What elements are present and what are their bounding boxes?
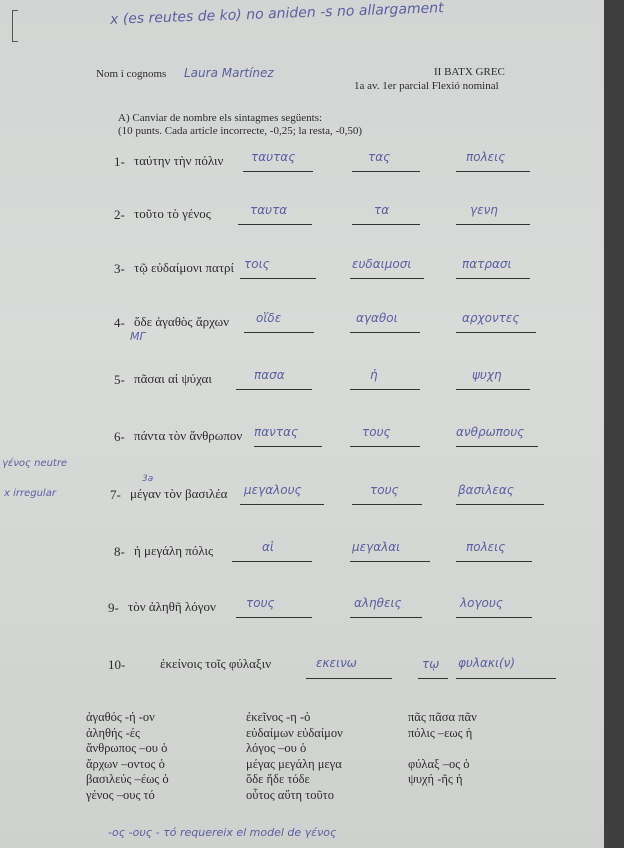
answer-adjective: ἡ: [370, 368, 378, 382]
margin-note: x irregular: [4, 488, 56, 499]
instructions-scoring: (10 punts. Cada article incorrecte, -0,25; la resta, -0,50): [118, 125, 363, 137]
margin-note: ΜΓ: [130, 330, 146, 343]
answer-adjective: τους: [362, 425, 391, 439]
vocab-entry: βασιλεύς –έως ὁ: [86, 772, 169, 787]
exercise-number: 2-: [114, 207, 125, 222]
margin-bracket: [12, 10, 18, 42]
answer-noun: λογους: [460, 596, 503, 610]
instructions-title: A) Canviar de nombre els sintagmes següents:: [118, 112, 323, 124]
answer-noun: βασιλεας: [458, 483, 514, 497]
vocab-entry: ἐκεῖνος -η -ὁ: [246, 710, 311, 724]
exercise-phrase: πάντα τὸν ἄνθρωπον: [134, 428, 243, 443]
answer-article: ταυτας: [251, 150, 296, 164]
answer-article: εκεινω: [316, 656, 357, 670]
answer-noun: ψυχη: [472, 368, 502, 382]
vocabulary-column-2: [246, 710, 343, 804]
exercise-phrase: τῷ εὐδαίμονι πατρί: [134, 260, 235, 275]
vocab-entry: μέγας μεγάλη μεγα: [246, 756, 342, 771]
exercise-phrase: ὅδε ἀγαθὸς ἄρχων: [134, 314, 230, 329]
vocab-entry: ἀληθής -ές: [86, 725, 140, 740]
vocab-entry: λόγος –ου ὁ: [246, 741, 307, 756]
vocab-entry: πόλις –εως ἡ: [408, 725, 473, 740]
answer-adjective: τας: [368, 150, 391, 164]
answer-noun: αρχοντες: [462, 311, 520, 325]
exercise-number: 4-: [114, 315, 125, 330]
answer-noun: πατρασι: [462, 257, 512, 271]
exam-title: 1a av. 1er parcial Flexió nominal: [354, 80, 499, 92]
vocabulary-column-3: [408, 710, 477, 788]
answer-article: τους: [246, 596, 275, 610]
answer-adjective: αληθεις: [354, 596, 402, 610]
answer-adjective: ευδαιμοσι: [352, 257, 412, 271]
exercise-number: 9-: [108, 600, 119, 615]
answer-blank[interactable]: [350, 373, 420, 390]
margin-note: γένος neutre: [2, 458, 68, 469]
answer-article: πασα: [254, 368, 285, 382]
exercise-number: 3-: [114, 261, 125, 276]
answer-adjective: τῳ: [422, 657, 440, 671]
vocab-entry: γένος –ους τό: [86, 787, 155, 802]
page-edge-shadow: [604, 0, 624, 848]
vocab-entry: ψυχή -ῆς ἡ: [408, 772, 463, 787]
answer-article: μεγαλους: [244, 483, 302, 497]
vocab-entry: εὐδαίμων εὐδαίμον: [246, 725, 343, 740]
vocab-entry: ὅδε ἥδε τόδε: [246, 772, 310, 787]
exercise-phrase: πᾶσαι αἱ ψύχαι: [134, 371, 212, 386]
name-label: Nom i cognoms: [96, 68, 167, 80]
answer-adjective: αγαθοι: [356, 311, 398, 325]
answer-noun: φυλακι(ν): [458, 656, 516, 670]
answer-article: τοις: [244, 257, 270, 271]
answer-article: παντας: [254, 425, 299, 439]
exercise-phrase: μέγαν τὸν βασιλέα: [130, 486, 228, 501]
footer-handwritten-note: -ος -ους - τό requereix el model de γένος: [108, 826, 337, 839]
exercise-number: 1-: [114, 154, 125, 169]
answer-noun: γενη: [470, 203, 498, 217]
exercise-number: 10-: [108, 657, 126, 672]
exercise-phrase: ταύτην τὴν πόλιν: [134, 153, 224, 168]
exercise-phrase: ἡ μεγάλη πόλις: [134, 543, 214, 558]
vocab-entry: [408, 741, 477, 757]
vocab-entry: οὗτος αὕτη τοῦτο: [246, 787, 334, 802]
vocabulary-column-1: [86, 710, 169, 804]
margin-note: 3a: [142, 474, 154, 484]
exercise-number: 6-: [114, 429, 125, 444]
vocab-entry: ἄρχων –οντος ὁ: [86, 756, 165, 771]
answer-adjective: τα: [374, 203, 390, 217]
answer-article: οἵδε: [256, 311, 282, 325]
answer-adjective: μεγαλαι: [352, 540, 401, 554]
exercise-phrase: τὸν ἀληθῆ λόγον: [128, 599, 216, 614]
header-handwritten-note: x (es reutes de ko) no aniden -s no allargament: [109, 0, 444, 28]
exercise-phrase: ἐκείνοις τοῖς φύλαξιν: [160, 656, 272, 671]
vocab-entry: ἄνθρωπος –ου ὁ: [86, 741, 168, 756]
answer-article: ταυτα: [250, 203, 288, 217]
answer-adjective: τους: [370, 483, 399, 497]
exercise-number: 5-: [114, 372, 125, 387]
exercise-phrase: τοῦτο τὸ γένος: [134, 206, 211, 221]
vocab-entry: ἀγαθός -ή -ον: [86, 710, 155, 724]
answer-noun: πολεις: [466, 150, 506, 164]
answer-noun: πολεις: [466, 540, 506, 554]
exercise-number: 8-: [114, 544, 125, 559]
course-group: II BATX GREC: [434, 66, 505, 78]
exercise-number: 7-: [110, 487, 121, 502]
answer-noun: ανθρωπους: [456, 425, 525, 439]
vocab-entry: φύλαξ –ος ὁ: [408, 756, 470, 771]
vocab-entry: πᾶς πᾶσα πᾶν: [408, 710, 477, 724]
answer-article: αἱ: [262, 540, 274, 554]
student-name: Laura Martínez: [184, 66, 274, 80]
